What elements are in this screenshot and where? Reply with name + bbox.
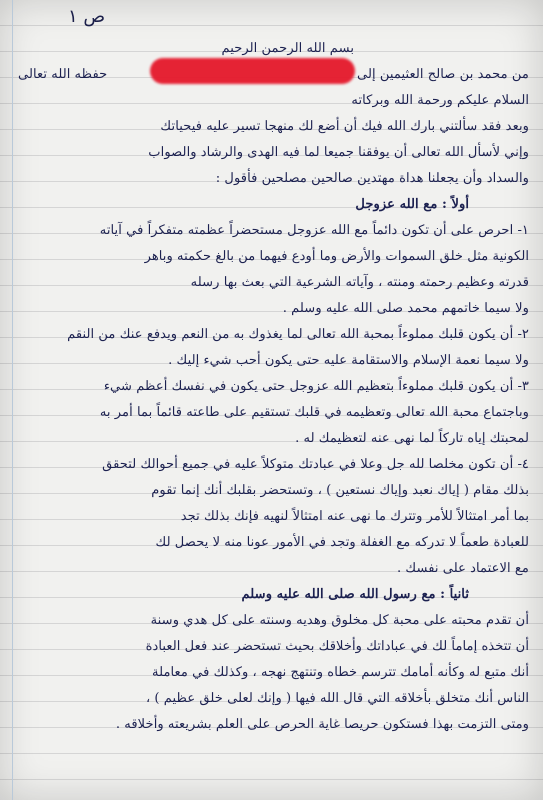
section-1-line: ٢- أن يكون قلبك مملوءاً بمحبة الله تعالى لما يغذوك به من النعم ويدفع عنك من النقم [67,327,529,342]
section-2-line: الناس أنك متخلق بأخلاقه التي قال الله فيها ( وإنك لعلى خلق عظيم ) ، [145,691,529,706]
letter-body [18,36,529,738]
section-2-line: أن تتخذه إماماً لك في عباداتك وأخلاقك بحيث تستحضر عند فعل العبادة [145,639,529,654]
section-1-line: الكونية مثل خلق السموات والأرض وما أودع فيهما من بالغ حكمته وباهر [144,249,529,264]
section-2-heading: ثانياً : مع رسول الله صلى الله عليه وسلم [241,587,469,602]
section-1-line: بذلك مقام ( إياك نعبد وإياك نستعين ) ، وتستحضر بقلبك أنك إنما تقوم [151,483,529,498]
section-1-heading: أولاً : مع الله عزوجل [355,197,469,212]
section-1-line: ٤- أن تكون مخلصا لله جل وعلا في عبادتك متوكلاً عليه في جميع أحوالك لتحقق [102,457,529,472]
intro-line: وبعد فقد سألتني بارك الله فيك أن أضع لك منهجا تسير عليه فيحياتك [160,119,529,134]
intro-line: والسداد وأن يجعلنا هداة مهتدين صالحين مصلحين فأقول : [215,171,529,186]
section-1-line: بما أمر امتثالاً للأمر وتترك ما نهى عنه امتثالاً لنهيه فإنك بذلك تجد [180,509,529,524]
section-1-line: ١- احرص على أن تكون دائماً مع الله عزوجل مستحضراً عظمته متفكراً في آياته [99,223,529,238]
bismillah: بسم الله الرحمن الرحيم [221,41,354,56]
section-2-line: أنك متبع له وكأنه أمامك تترسم خطاه وتنتهج نهجه ، وكذلك في معاملة [152,665,529,680]
page-number: ص ١ [68,6,106,27]
section-1-line: ولا سيما خاتمهم محمد صلى الله عليه وسلم . [282,301,529,316]
from-to-line [18,62,529,88]
section-1-line: قدرته وعظيم رحمته ومنته ، وآياته الشرعية التي بعث بها رسله [190,275,529,290]
sender-line: من محمد بن صالح العثيمين إلى [357,67,529,82]
section-1-line: ولا سيما نعمة الإسلام والاستقامة عليه حتى يكون أحب شيء إليك . [168,353,529,368]
section-1-line: لمحبتك إياه تاركاً لما نهى عنه لتعظيمك له . [295,431,529,446]
margin-line [12,0,13,800]
honorific: حفظه الله تعالى [18,67,108,82]
section-2-line: ومتى التزمت بهذا فستكون حريصا غاية الحرص على العلم بشريعته وأخلاقه . [115,717,529,732]
section-1-line: مع الاعتماد على نفسك . [396,561,529,576]
intro-line: وإني لأسأل الله تعالى أن يوفقنا جميعا لما فيه الهدى والرشاد والصواب [148,145,529,160]
salam-line: السلام عليكم ورحمة الله وبركاته [351,93,529,108]
section-2-line: أن تقدم محبته على محبة كل مخلوق وهديه وسنته على كل هدي وسنة [150,613,529,628]
section-1-line: للعبادة طعماً لا تدركه مع الغفلة وتجد في الأمور عونا منه لا يحصل لك [155,535,529,550]
section-1-line: وباجتماع محبة الله تعالى وتعظيمه في قلبك تستقيم على طاعته قائماً بما أمر به [99,405,529,420]
section-1-line: ٣- أن يكون قلبك مملوءاً بتعظيم الله عزوجل حتى يكون في نفسك أعظم شيء [103,379,529,394]
